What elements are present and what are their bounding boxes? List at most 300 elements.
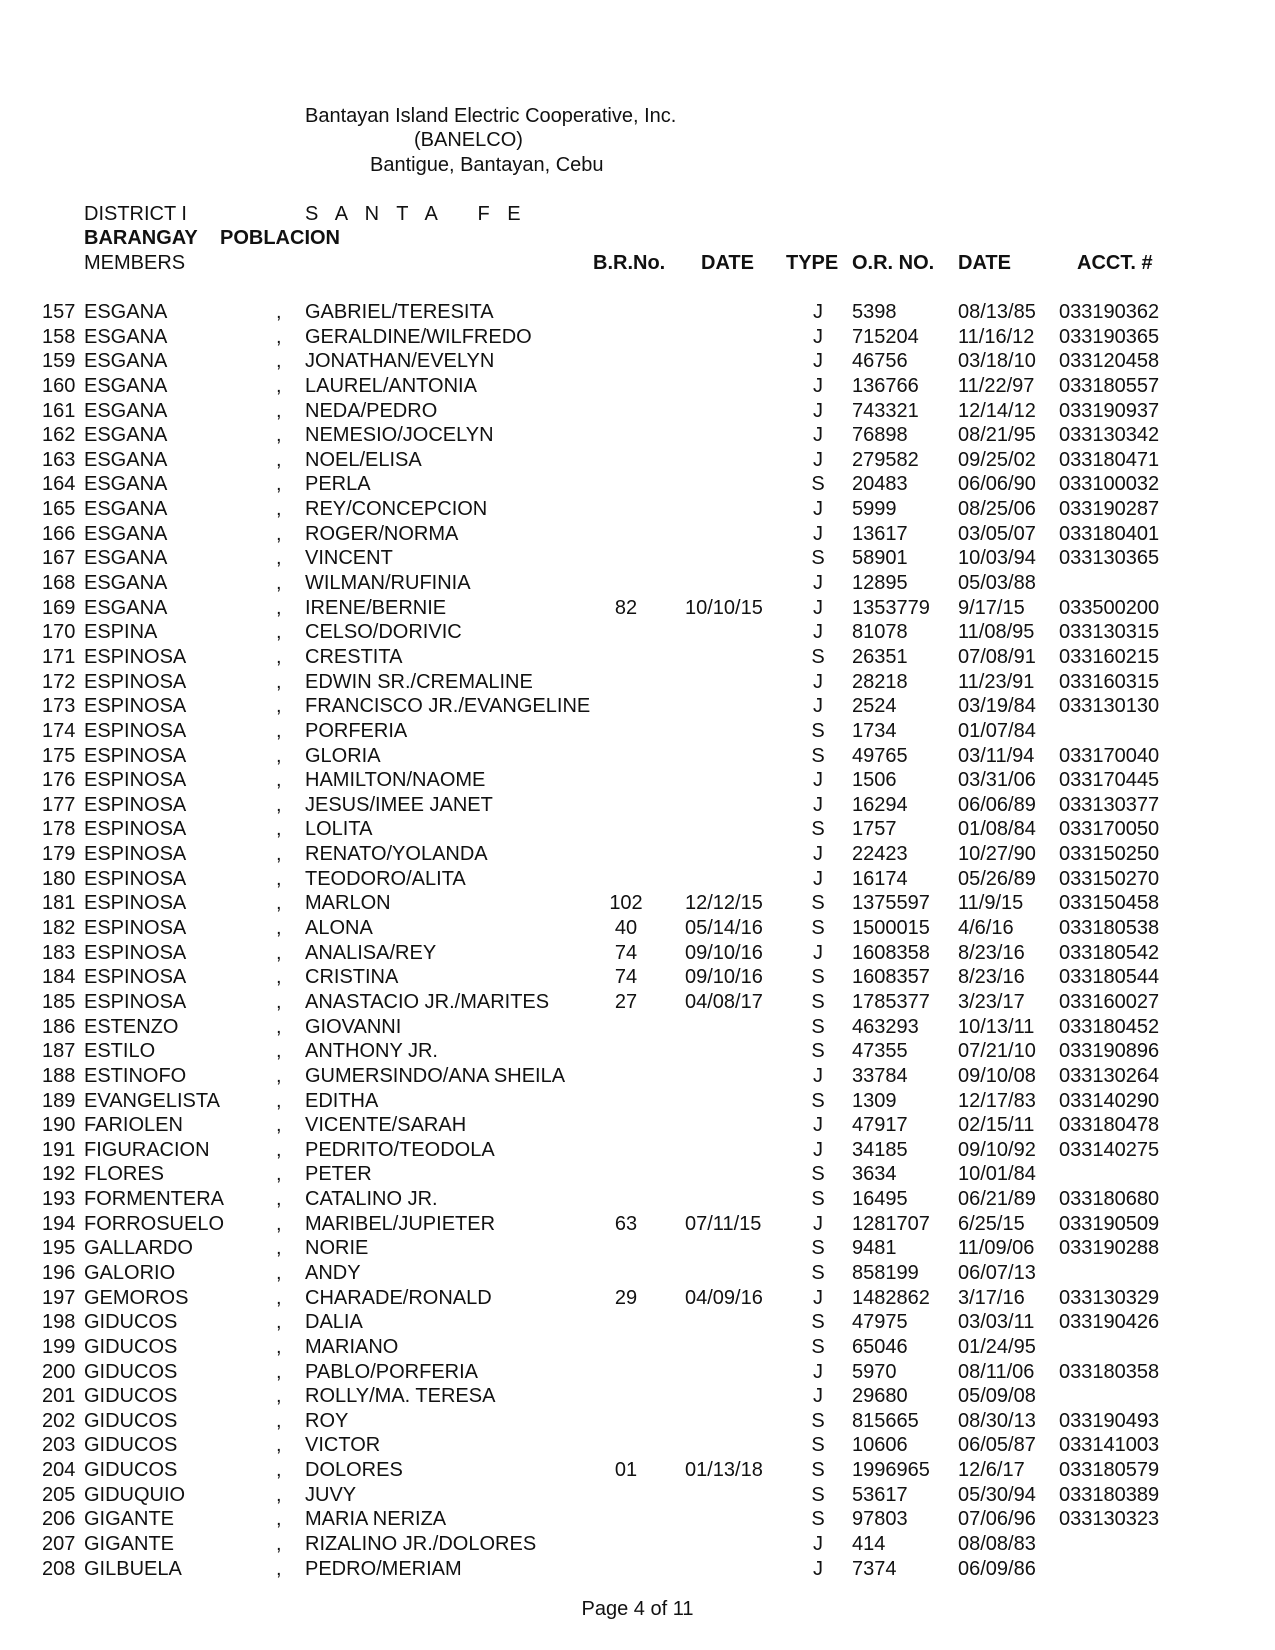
or-no: 47355	[852, 1040, 908, 1063]
member-type: J	[813, 1557, 823, 1580]
or-date: 12/14/12	[958, 399, 1036, 422]
account-number: 033120458	[1059, 350, 1160, 373]
or-date: 10/13/11	[958, 1015, 1035, 1038]
row-number: 176	[42, 769, 76, 792]
table-row	[0, 694, 1275, 719]
district-name: S A N T A F E	[305, 203, 527, 225]
or-date: 3/17/16	[958, 1286, 1025, 1309]
comma-separator: ,	[276, 1286, 282, 1309]
surname: ESGANA	[84, 473, 168, 496]
comma-separator: ,	[276, 1261, 282, 1284]
account-number: 033180542	[1059, 941, 1160, 964]
account-number: 033160215	[1059, 645, 1160, 668]
row-number: 159	[42, 350, 76, 373]
comma-separator: ,	[276, 1064, 282, 1087]
row-number: 207	[42, 1533, 76, 1556]
or-date: 08/30/13	[958, 1409, 1036, 1432]
br-no: 40	[614, 917, 638, 940]
surname: ESTENZO	[84, 1015, 179, 1038]
br-date: 07/11/15	[685, 1212, 762, 1235]
row-number: 167	[42, 547, 76, 570]
member-type: J	[813, 670, 823, 693]
surname: FIGURACION	[84, 1138, 210, 1161]
table-row	[0, 448, 1275, 473]
or-no: 5970	[852, 1360, 897, 1383]
or-no: 29680	[852, 1385, 908, 1408]
row-number: 178	[42, 818, 76, 841]
account-number: 033130342	[1059, 424, 1160, 447]
account-number: 033190896	[1059, 1040, 1160, 1063]
surname: ESPINA	[84, 621, 158, 644]
table-row	[0, 1310, 1275, 1335]
given-names: MARIA NERIZA	[305, 1508, 447, 1531]
member-type: J	[813, 1114, 823, 1137]
or-no: 10606	[852, 1434, 908, 1457]
account-number: 033150270	[1059, 867, 1160, 890]
member-type: J	[813, 350, 823, 373]
member-type: J	[813, 1286, 823, 1309]
row-number: 195	[42, 1237, 76, 1260]
given-names: VICTOR	[305, 1434, 381, 1457]
comma-separator: ,	[276, 818, 282, 841]
account-number: 033190288	[1059, 1237, 1160, 1260]
row-number: 186	[42, 1015, 76, 1038]
table-row	[0, 349, 1275, 374]
given-names: RIZALINO JR./DOLORES	[305, 1533, 537, 1556]
account-number: 033130315	[1059, 621, 1160, 644]
surname: ESTILO	[84, 1040, 156, 1063]
row-number: 158	[42, 325, 76, 348]
member-type: J	[813, 325, 823, 348]
member-type: J	[813, 621, 823, 644]
given-names: GLORIA	[305, 744, 381, 767]
surname: GIDUCOS	[84, 1409, 178, 1432]
row-number: 179	[42, 843, 76, 866]
comma-separator: ,	[276, 990, 282, 1013]
table-row	[0, 1409, 1275, 1434]
surname: ESPINOSA	[84, 695, 187, 718]
or-no: 20483	[852, 473, 908, 496]
or-no: 279582	[852, 448, 919, 471]
table-row	[0, 645, 1275, 670]
row-number: 188	[42, 1064, 76, 1087]
surname: GEMOROS	[84, 1286, 189, 1309]
member-type: J	[813, 301, 823, 323]
comma-separator: ,	[276, 793, 282, 816]
account-number: 033180478	[1059, 1114, 1160, 1137]
row-number: 200	[42, 1360, 76, 1383]
member-type: S	[811, 1015, 825, 1038]
or-date: 4/6/16	[958, 917, 1014, 940]
or-date: 10/27/90	[958, 843, 1036, 866]
or-no: 26351	[852, 645, 908, 668]
barangay-label: BARANGAY	[84, 227, 198, 249]
table-row	[0, 1089, 1275, 1114]
given-names: ANDY	[305, 1261, 361, 1284]
table-row	[0, 546, 1275, 571]
or-date: 02/15/11	[958, 1114, 1035, 1137]
table-row	[0, 1113, 1275, 1138]
table-row	[0, 1138, 1275, 1163]
col-date2: DATE	[958, 252, 1011, 274]
table-row	[0, 1212, 1275, 1237]
or-date: 03/03/11	[958, 1311, 1035, 1334]
row-number: 163	[42, 448, 76, 471]
account-number: 033190509	[1059, 1212, 1160, 1235]
row-number: 171	[42, 645, 76, 668]
account-number: 033190365	[1059, 325, 1160, 348]
comma-separator: ,	[276, 1483, 282, 1506]
br-date: 05/14/16	[685, 917, 763, 940]
or-no: 2524	[852, 695, 897, 718]
surname: ESPINOSA	[84, 867, 187, 890]
table-row	[0, 817, 1275, 842]
surname: ESPINOSA	[84, 966, 187, 989]
member-type: S	[811, 547, 825, 570]
comma-separator: ,	[276, 966, 282, 989]
given-names: FRANCISCO JR./EVANGELINE	[305, 695, 591, 718]
or-no: 1353779	[852, 596, 930, 619]
or-no: 815665	[852, 1409, 919, 1432]
table-row	[0, 1162, 1275, 1187]
member-type: J	[813, 695, 823, 718]
or-date: 10/01/84	[958, 1163, 1036, 1186]
given-names: NEDA/PEDRO	[305, 399, 438, 422]
account-number: 033140275	[1059, 1138, 1160, 1161]
row-number: 191	[42, 1138, 76, 1161]
comma-separator: ,	[276, 1311, 282, 1334]
surname: ESPINOSA	[84, 917, 187, 940]
surname: ESPINOSA	[84, 818, 187, 841]
or-no: 81078	[852, 621, 908, 644]
surname: ESPINOSA	[84, 744, 187, 767]
member-type: J	[813, 424, 823, 447]
or-no: 46756	[852, 350, 908, 373]
comma-separator: ,	[276, 769, 282, 792]
account-number: 033130329	[1059, 1286, 1160, 1309]
or-no: 33784	[852, 1064, 908, 1087]
row-number: 193	[42, 1188, 76, 1211]
table-row	[0, 1335, 1275, 1360]
or-date: 08/13/85	[958, 301, 1036, 323]
member-type: S	[811, 473, 825, 496]
or-no: 1309	[852, 1089, 897, 1112]
or-date: 6/25/15	[958, 1212, 1025, 1235]
table-row	[0, 1064, 1275, 1089]
or-date: 11/22/97	[958, 374, 1035, 397]
surname: ESPINOSA	[84, 769, 187, 792]
comma-separator: ,	[276, 1089, 282, 1112]
or-no: 49765	[852, 744, 908, 767]
or-date: 11/9/15	[958, 892, 1024, 915]
or-no: 12895	[852, 572, 908, 595]
given-names: PERLA	[305, 473, 371, 496]
org-name: Bantayan Island Electric Cooperative, Inc.	[305, 105, 677, 127]
account-number: 033170445	[1059, 769, 1160, 792]
comma-separator: ,	[276, 1385, 282, 1408]
member-type: S	[811, 1311, 825, 1334]
br-date: 09/10/16	[685, 941, 763, 964]
or-date: 06/06/89	[958, 793, 1036, 816]
org-address: Bantigue, Bantayan, Cebu	[370, 154, 604, 176]
surname: ESPINOSA	[84, 990, 187, 1013]
row-number: 170	[42, 621, 76, 644]
or-no: 1281707	[852, 1212, 930, 1235]
surname: ESGANA	[84, 572, 168, 595]
table-row	[0, 1286, 1275, 1311]
table-row	[0, 1360, 1275, 1385]
comma-separator: ,	[276, 596, 282, 619]
comma-separator: ,	[276, 1114, 282, 1137]
member-type: S	[811, 744, 825, 767]
account-number: 033180389	[1059, 1483, 1160, 1506]
given-names: ALONA	[305, 917, 373, 940]
comma-separator: ,	[276, 572, 282, 595]
given-names: ANALISA/REY	[305, 941, 437, 964]
surname: ESPINOSA	[84, 892, 187, 915]
surname: ESGANA	[84, 325, 168, 348]
table-row	[0, 472, 1275, 497]
table-row	[0, 325, 1275, 350]
or-no: 97803	[852, 1508, 908, 1531]
br-date: 04/08/17	[685, 990, 763, 1013]
col-br-no: B.R.No.	[593, 252, 666, 274]
or-date: 9/17/15	[958, 596, 1025, 619]
or-no: 16495	[852, 1188, 908, 1211]
surname: ESPINOSA	[84, 793, 187, 816]
or-no: 858199	[852, 1261, 919, 1284]
member-type: S	[811, 719, 825, 742]
or-date: 01/07/84	[958, 719, 1036, 742]
row-number: 192	[42, 1163, 76, 1186]
col-acct: ACCT. #	[1077, 252, 1153, 274]
surname: GIDUCOS	[84, 1459, 178, 1482]
row-number: 199	[42, 1335, 76, 1358]
table-row	[0, 1532, 1275, 1557]
account-number: 033190493	[1059, 1409, 1160, 1432]
row-number: 204	[42, 1459, 76, 1482]
or-date: 11/08/95	[958, 621, 1035, 644]
account-number: 033180544	[1059, 966, 1160, 989]
row-number: 190	[42, 1114, 76, 1137]
or-no: 47917	[852, 1114, 908, 1137]
table-row	[0, 1015, 1275, 1040]
table-row	[0, 990, 1275, 1015]
comma-separator: ,	[276, 1335, 282, 1358]
table-row	[0, 1187, 1275, 1212]
given-names: NOEL/ELISA	[305, 448, 422, 471]
account-number: 033130323	[1059, 1508, 1160, 1531]
row-number: 168	[42, 572, 76, 595]
given-names: ROGER/NORMA	[305, 522, 459, 545]
comma-separator: ,	[276, 1434, 282, 1457]
account-number: 033180538	[1059, 917, 1160, 940]
given-names: REY/CONCEPCION	[305, 498, 488, 521]
surname: ESGANA	[84, 424, 168, 447]
given-names: CELSO/DORIVIC	[305, 621, 462, 644]
or-no: 53617	[852, 1483, 908, 1506]
table-row	[0, 1483, 1275, 1508]
member-type: J	[813, 1064, 823, 1087]
member-type: J	[813, 522, 823, 545]
comma-separator: ,	[276, 917, 282, 940]
comma-separator: ,	[276, 1409, 282, 1432]
or-date: 05/09/08	[958, 1385, 1036, 1408]
row-number: 169	[42, 596, 76, 619]
or-date: 12/17/83	[958, 1089, 1036, 1112]
given-names: PEDRO/MERIAM	[305, 1557, 462, 1580]
row-number: 173	[42, 695, 76, 718]
member-type: J	[813, 448, 823, 471]
or-no: 5398	[852, 301, 897, 323]
or-date: 10/03/94	[958, 547, 1036, 570]
account-number: 033180680	[1059, 1188, 1160, 1211]
br-date: 10/10/15	[685, 596, 763, 619]
account-number: 033150250	[1059, 843, 1160, 866]
row-number: 194	[42, 1212, 76, 1235]
comma-separator: ,	[276, 1040, 282, 1063]
given-names: EDITHA	[305, 1089, 379, 1112]
br-no: 74	[614, 966, 638, 989]
comma-separator: ,	[276, 843, 282, 866]
or-no: 16174	[852, 867, 908, 890]
member-type: J	[813, 498, 823, 521]
table-row	[0, 916, 1275, 941]
row-number: 182	[42, 917, 76, 940]
br-no: 27	[614, 990, 638, 1013]
comma-separator: ,	[276, 1015, 282, 1038]
table-row	[0, 1507, 1275, 1532]
member-type: S	[811, 1508, 825, 1531]
or-no: 1500015	[852, 917, 930, 940]
or-date: 08/21/95	[958, 424, 1036, 447]
or-date: 11/09/06	[958, 1237, 1035, 1260]
table-row	[0, 842, 1275, 867]
comma-separator: ,	[276, 892, 282, 915]
comma-separator: ,	[276, 374, 282, 397]
comma-separator: ,	[276, 473, 282, 496]
or-no: 1734	[852, 719, 897, 742]
comma-separator: ,	[276, 621, 282, 644]
row-number: 161	[42, 399, 76, 422]
row-number: 206	[42, 1508, 76, 1531]
member-type: J	[813, 867, 823, 890]
account-number: 033170050	[1059, 818, 1160, 841]
table-row	[0, 620, 1275, 645]
or-date: 03/11/94	[958, 744, 1035, 767]
account-number: 033190287	[1059, 498, 1160, 521]
surname: ESGANA	[84, 350, 168, 373]
district-label: DISTRICT I	[84, 203, 187, 225]
surname: GILBUELA	[84, 1557, 182, 1580]
member-type: J	[813, 596, 823, 619]
row-number: 184	[42, 966, 76, 989]
table-row	[0, 571, 1275, 596]
surname: ESPINOSA	[84, 645, 187, 668]
comma-separator: ,	[276, 695, 282, 718]
table-row	[0, 867, 1275, 892]
account-number: 033190362	[1059, 301, 1160, 323]
table-row	[0, 1236, 1275, 1261]
or-no: 1785377	[852, 990, 930, 1013]
given-names: ANTHONY JR.	[305, 1040, 438, 1063]
row-number: 166	[42, 522, 76, 545]
table-row	[0, 497, 1275, 522]
given-names: MARIANO	[305, 1335, 399, 1358]
or-date: 03/18/10	[958, 350, 1036, 373]
member-list	[0, 300, 1275, 1581]
row-number: 162	[42, 424, 76, 447]
or-no: 1375597	[852, 892, 930, 915]
comma-separator: ,	[276, 325, 282, 348]
or-no: 5999	[852, 498, 897, 521]
or-date: 06/07/13	[958, 1261, 1036, 1284]
account-number: 033180401	[1059, 522, 1160, 545]
or-date: 07/06/96	[958, 1508, 1036, 1531]
table-row	[0, 596, 1275, 621]
row-number: 203	[42, 1434, 76, 1457]
member-type: J	[813, 1385, 823, 1408]
row-number: 196	[42, 1261, 76, 1284]
surname: FORMENTERA	[84, 1188, 224, 1211]
given-names: ANASTACIO JR./MARITES	[305, 990, 550, 1013]
comma-separator: ,	[276, 1188, 282, 1211]
col-members: MEMBERS	[84, 252, 186, 274]
row-number: 174	[42, 719, 76, 742]
or-date: 06/21/89	[958, 1188, 1036, 1211]
row-number: 160	[42, 374, 76, 397]
or-date: 03/05/07	[958, 522, 1036, 545]
or-date: 08/11/06	[958, 1360, 1035, 1383]
given-names: DALIA	[305, 1311, 363, 1334]
account-number: 033180358	[1059, 1360, 1160, 1383]
table-row	[0, 891, 1275, 916]
table-row	[0, 522, 1275, 547]
br-no: 82	[614, 596, 638, 619]
col-type: TYPE	[786, 252, 839, 274]
row-number: 157	[42, 301, 76, 323]
surname: ESPINOSA	[84, 670, 187, 693]
or-date: 05/30/94	[958, 1483, 1036, 1506]
account-number: 033100032	[1059, 473, 1160, 496]
table-row	[0, 744, 1275, 769]
account-number: 033180471	[1059, 448, 1160, 471]
table-row	[0, 768, 1275, 793]
surname: FARIOLEN	[84, 1114, 183, 1137]
row-number: 175	[42, 744, 76, 767]
br-date: 04/09/16	[685, 1286, 763, 1309]
br-no: 63	[614, 1212, 638, 1235]
br-no: 29	[614, 1286, 638, 1309]
member-type: J	[813, 399, 823, 422]
or-no: 1506	[852, 769, 897, 792]
table-row	[0, 965, 1275, 990]
table-row	[0, 1557, 1275, 1582]
or-no: 414	[852, 1533, 886, 1556]
comma-separator: ,	[276, 941, 282, 964]
given-names: DOLORES	[305, 1459, 403, 1482]
table-row	[0, 670, 1275, 695]
br-date: 12/12/15	[685, 892, 763, 915]
page-number: Page 4 of 11	[581, 1598, 694, 1620]
or-date: 11/16/12	[958, 325, 1035, 348]
account-number: 033140290	[1059, 1089, 1160, 1112]
or-date: 07/08/91	[958, 645, 1036, 668]
col-date: DATE	[701, 252, 754, 274]
surname: ESGANA	[84, 448, 168, 471]
or-date: 8/23/16	[958, 966, 1025, 989]
member-type: S	[811, 1089, 825, 1112]
